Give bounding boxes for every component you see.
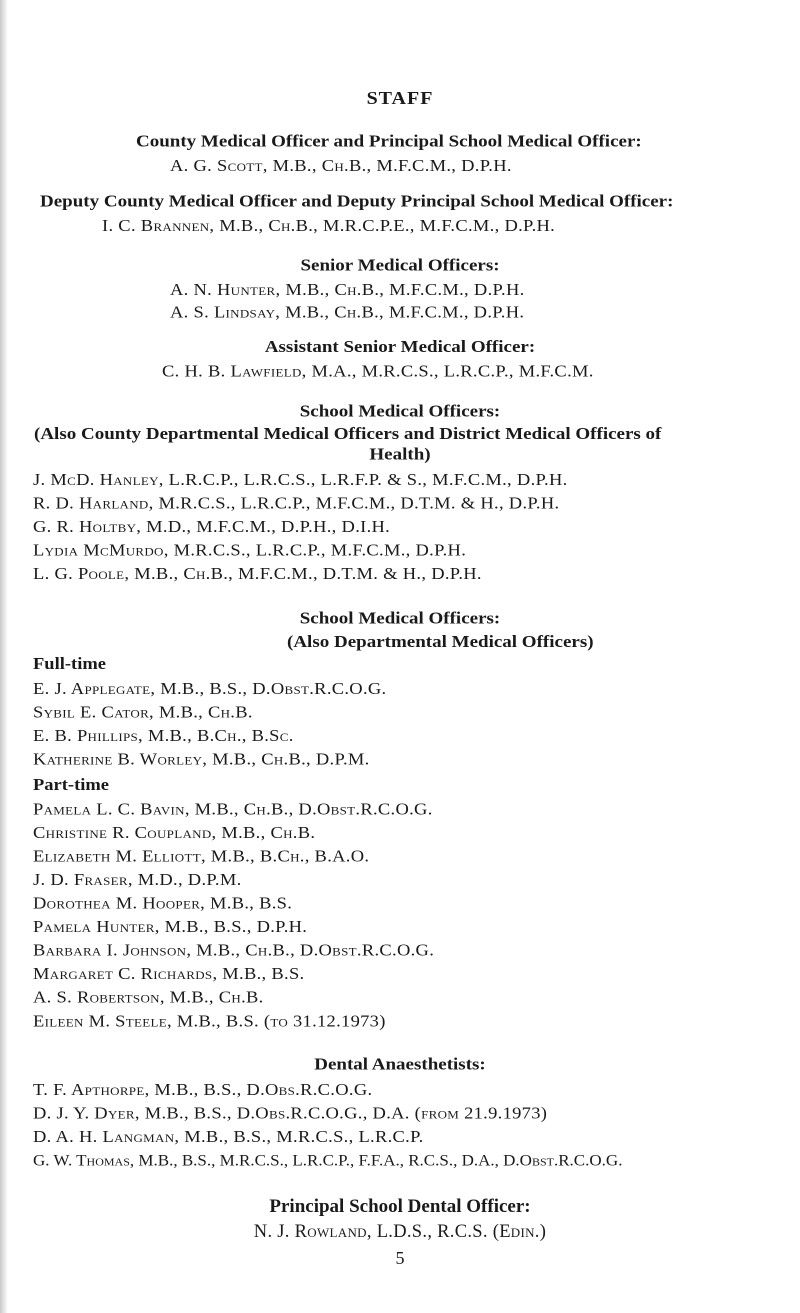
name-part-time-9: A. S. Robertson, M.B., Ch.B.	[33, 989, 264, 1008]
name-full-time-3: E. B. Phillips, M.B., B.Ch., B.Sc.	[33, 727, 294, 746]
heading-dental-anaesthetists: Dental Anaesthetists:	[314, 1055, 486, 1075]
heading-deputy-medical-officer: Deputy County Medical Officer and Deputy Principal School Medical Officer:	[40, 191, 674, 211]
name-full-time-4: Katherine B. Worley, M.B., Ch.B., D.P.M.	[33, 751, 370, 770]
note-school-medical-officers-1-cont: Health)	[369, 445, 431, 465]
name-part-time-10: Eileen M. Steele, M.B., B.S. (to 31.12.1973)	[33, 1012, 386, 1031]
heading-assistant-senior: Assistant Senior Medical Officer:	[264, 337, 536, 357]
name-part-time-5: Dorothea M. Hooper, M.B., B.S.	[33, 895, 293, 914]
name-part-time-3: Elizabeth M. Elliott, M.B., B.Ch., B.A.O.	[33, 847, 370, 867]
name-dental-2: D. J. Y. Dyer, M.B., B.S., D.Obs.R.C.O.G., D.A. (from 21.9.1973)	[33, 1105, 548, 1124]
name-smo-4: Lydia McMurdo, M.R.C.S., L.R.C.P., M.F.C.M., D.P.H.	[33, 542, 467, 561]
heading-school-medical-officers-2: School Medical Officers:	[299, 609, 501, 629]
name-part-time-8: Margaret C. Richards, M.B., B.S.	[33, 965, 305, 984]
name-principal-dental-officer: N. J. Rowland, L.D.S., R.C.S. (Edin.)	[253, 1222, 547, 1242]
heading-principal-dental-officer: Principal School Dental Officer:	[269, 1196, 531, 1217]
heading-school-medical-officers-1: School Medical Officers:	[299, 401, 501, 421]
page-title: STAFF	[366, 88, 434, 109]
note-school-medical-officers-1: (Also County Departmental Medical Officers and District Medical Officers of	[34, 424, 662, 444]
page-edge-shadow	[0, 0, 8, 1313]
page-number: 5	[395, 1248, 405, 1268]
name-part-time-4: J. D. Fraser, M.D., D.P.M.	[33, 871, 242, 890]
note-school-medical-officers-2: (Also Departmental Medical Officers)	[287, 632, 594, 652]
name-smo-5: L. G. Poole, M.B., Ch.B., M.F.C.M., D.T.M. & H., D.P.H.	[33, 565, 482, 584]
name-smo-2: R. D. Harland, M.R.C.S., L.R.C.P., M.F.C.M., D.T.M. & H., D.P.H.	[33, 495, 560, 514]
name-part-time-1: Pamela L. C. Bavin, M.B., Ch.B., D.Obst.R.C.O.G.	[33, 800, 433, 820]
heading-county-medical-officer: County Medical Officer and Principal School Medical Officer:	[136, 132, 642, 152]
name-part-time-6: Pamela Hunter, M.B., B.S., D.P.H.	[33, 918, 308, 937]
name-senior-1: A. N. Hunter, M.B., Ch.B., M.F.C.M., D.P.H.	[170, 281, 525, 300]
name-county-medical-officer: A. G. Scott, M.B., Ch.B., M.F.C.M., D.P.H.	[170, 157, 512, 176]
name-deputy-medical-officer: I. C. Brannen, M.B., Ch.B., M.R.C.P.E., M.F.C.M., D.P.H.	[102, 217, 556, 236]
name-dental-4: G. W. Thomas, M.B., B.S., M.R.C.S., L.R.C.P., F.F.A., R.C.S., D.A., D.Obst.R.C.O.G.	[33, 1152, 623, 1170]
name-full-time-1: E. J. Applegate, M.B., B.S., D.Obst.R.C.O.G.	[33, 680, 387, 699]
name-part-time-7: Barbara I. Johnson, M.B., Ch.B., D.Obst.R.C.O.G.	[33, 942, 435, 961]
label-full-time: Full-time	[33, 655, 106, 674]
name-assistant-senior: C. H. B. Lawfield, M.A., M.R.C.S., L.R.C.P., M.F.C.M.	[162, 362, 594, 382]
name-full-time-2: Sybil E. Cator, M.B., Ch.B.	[33, 704, 253, 723]
name-smo-1: J. McD. Hanley, L.R.C.P., L.R.C.S., L.R.F.P. & S., M.F.C.M., D.P.H.	[33, 471, 568, 490]
name-part-time-2: Christine R. Coupland, M.B., Ch.B.	[33, 824, 316, 843]
name-dental-1: T. F. Apthorpe, M.B., B.S., D.Obs.R.C.O.G.	[33, 1081, 373, 1100]
name-smo-3: G. R. Holtby, M.D., M.F.C.M., D.P.H., D.I.H.	[33, 518, 391, 537]
heading-senior-medical-officers: Senior Medical Officers:	[300, 256, 500, 276]
label-part-time: Part-time	[33, 776, 110, 795]
name-senior-2: A. S. Lindsay, M.B., Ch.B., M.F.C.M., D.P.H.	[170, 304, 525, 323]
name-dental-3: D. A. H. Langman, M.B., B.S., M.R.C.S., L.R.C.P.	[33, 1128, 424, 1147]
